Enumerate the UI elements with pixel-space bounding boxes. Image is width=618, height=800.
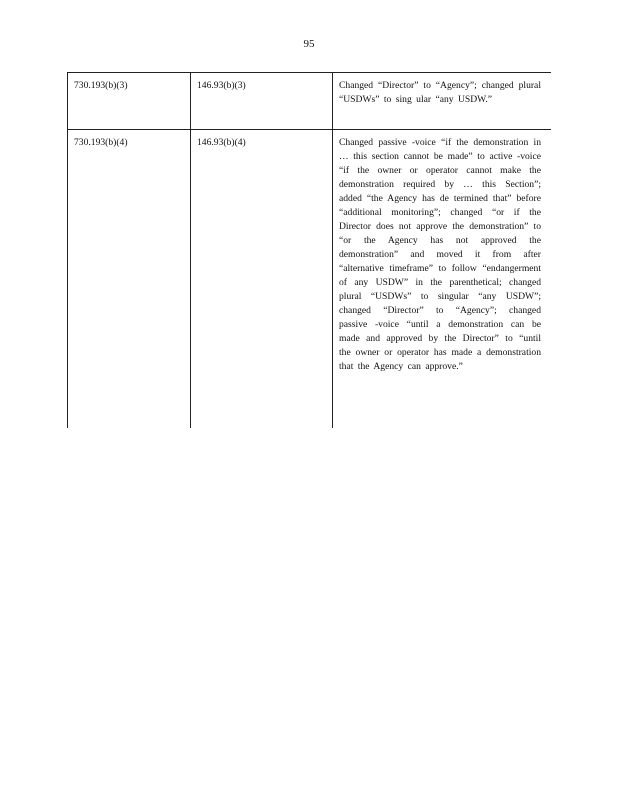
old-section-cell: 730.193(b)(4) <box>67 130 190 428</box>
comparison-table <box>67 72 551 428</box>
table-row <box>67 73 551 130</box>
old-section-cell: 730.193(b)(3) <box>67 73 190 129</box>
page-number: 95 <box>303 38 315 50</box>
change-description-cell: Changed passive -voice “if the demonstration in … this section cannot be made” to active -voice “if the owner or operator cannot make the demonstration required by … this Section”; added “the Agency has de termined that” before “additional monitoring”; changed “or if the Director does not approve the demonstration” to “or the Agency has not approved the demonstration” and moved it from after “alternative timeframe” to follow “endangerment of any USDW” in the parenthetical; changed plural “USDWs” to singular “any USDW”; changed “Director” to “Agency”; changed passive -voice “until a demonstration can be made and approved by the Director” to “until the owner or operator has made a demonstration that the Agency can approve.” <box>332 130 551 428</box>
change-description-cell: Changed “Director” to “Agency”; changed plural “USDWs” to sing ular “any USDW.” <box>332 73 551 129</box>
table-row <box>67 130 551 428</box>
new-section-cell: 146.93(b)(4) <box>190 130 332 428</box>
new-section-cell: 146.93(b)(3) <box>190 73 332 129</box>
